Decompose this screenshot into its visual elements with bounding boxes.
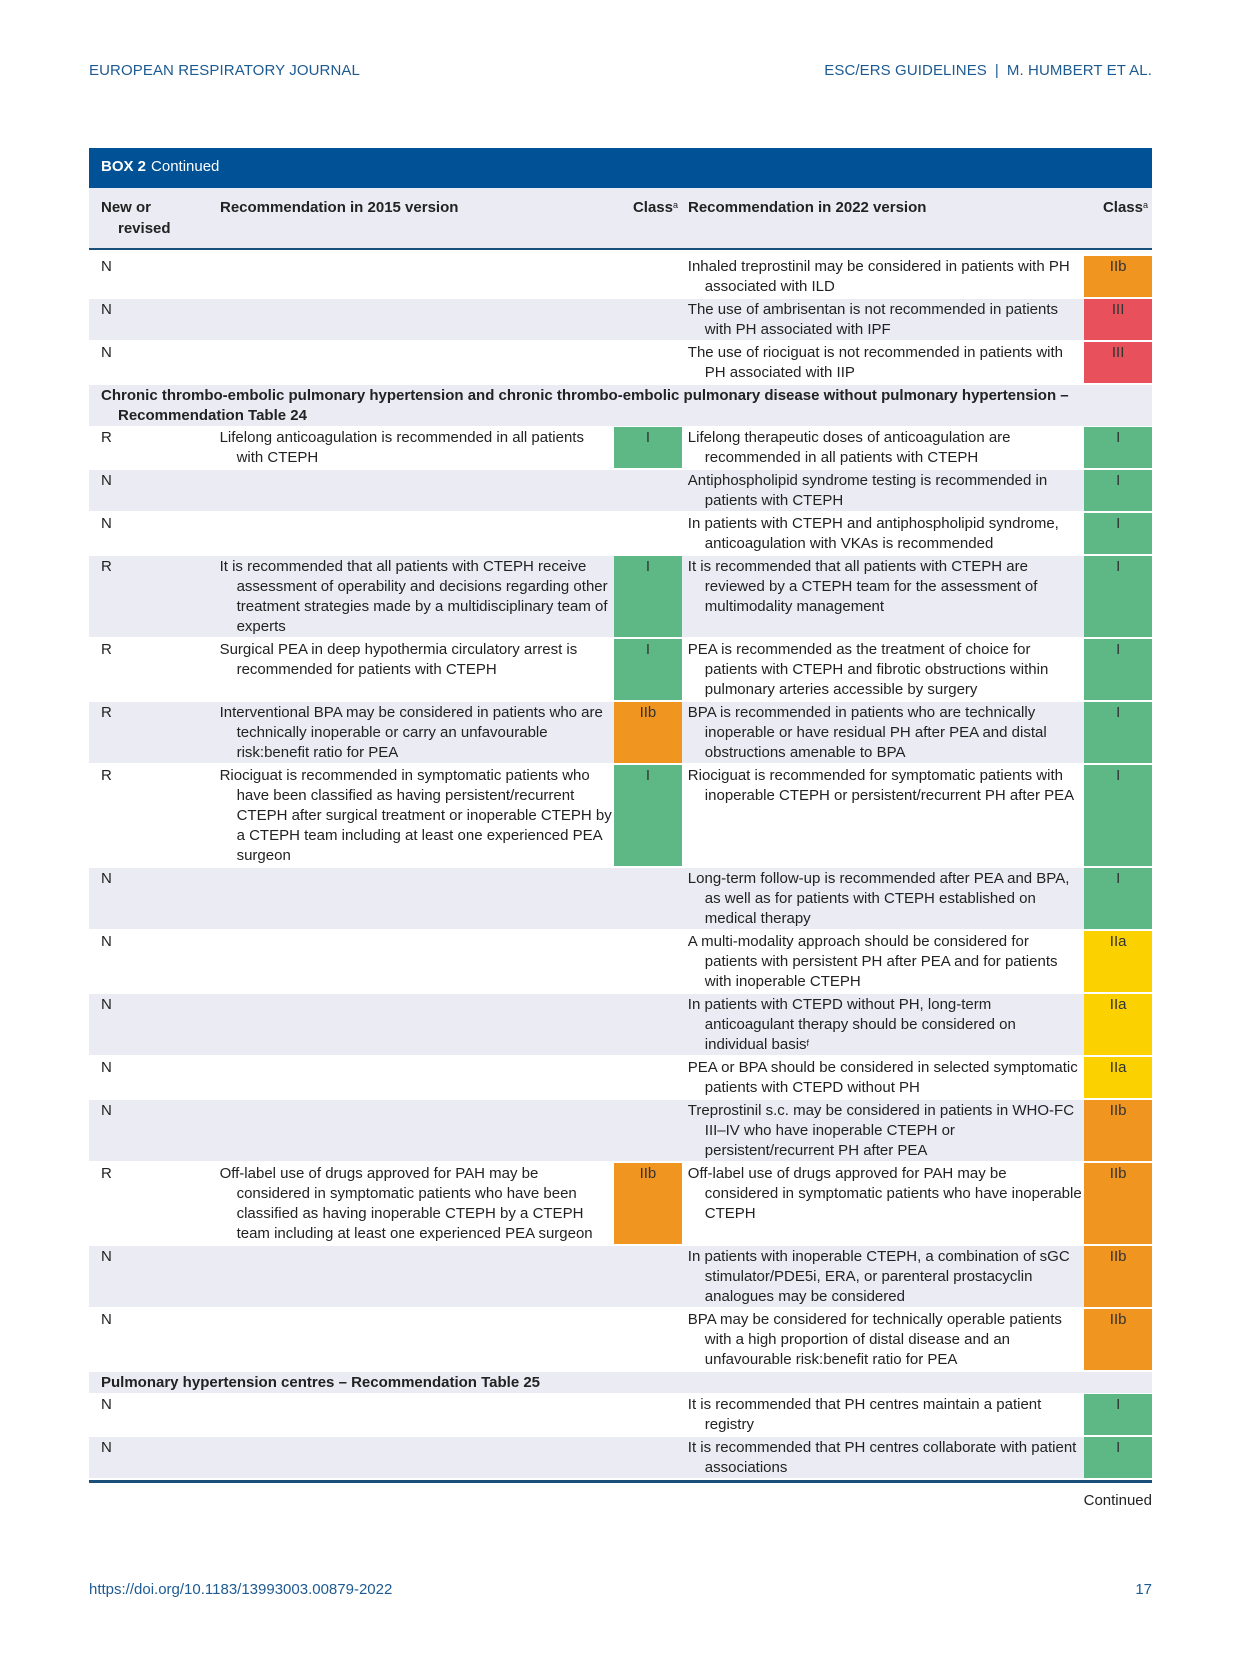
class-label: Class — [1102, 199, 1143, 216]
recommendation-2022-cell — [682, 1246, 1082, 1307]
recommendation-2022-cell — [682, 1163, 1082, 1244]
recommendation-2022-text: The use of riociguat is not recommended in patients with PH associated with IIP — [687, 344, 1063, 381]
table-row — [89, 994, 1152, 1055]
doi-link[interactable]: https://doi.org/10.1183/13993003.00879-2022 — [89, 1581, 393, 1598]
table-row — [89, 868, 1152, 929]
section-header-row — [89, 1372, 1152, 1393]
recommendation-2022-text: BPA may be considered for technically operable patients with a high proportion of distal disease and an unfavourable risk:benefit ratio for PEA — [687, 1311, 1062, 1368]
class-2022-cell: IIb — [1084, 1100, 1152, 1161]
journal-name: EUROPEAN RESPIRATORY JOURNAL — [89, 62, 360, 79]
class-2022-cell: IIa — [1084, 1057, 1152, 1098]
recommendation-2022-text: It is recommended that PH centres maintain a patient registry — [687, 1396, 1042, 1433]
recommendation-2015-cell — [208, 868, 612, 929]
table-row — [89, 931, 1152, 992]
box-title-bar — [89, 148, 1152, 188]
recommendation-2022-cell — [682, 994, 1082, 1055]
new-or-revised-cell: N — [101, 870, 112, 887]
recommendation-2022-text: Inhaled treprostinil may be considered in patients with PH associated with ILD — [687, 258, 1070, 295]
recommendation-2022-text: In patients with CTEPH and antiphospholipid syndrome, anticoagulation with VKAs is recommended — [687, 515, 1059, 552]
section-title: Pulmonary hypertension centres – Recommendation Table 25 — [101, 1374, 541, 1391]
recommendation-2022-cell — [682, 639, 1082, 700]
recommendation-2015-cell: Interventional BPA may be considered in patients who are technically inoperable or carry an unfavourable risk:benefit ratio for PEA — [219, 704, 603, 761]
new-or-revised-cell: R — [101, 1165, 112, 1182]
recommendation-2022-cell — [682, 931, 1082, 992]
col-header-nr-line1: New or — [101, 199, 152, 216]
class-2015-cell — [614, 868, 682, 929]
class-2015-cell — [614, 513, 682, 554]
class-2015-cell — [614, 931, 682, 992]
running-head-right — [824, 62, 1152, 79]
recommendation-2022-text: PEA is recommended as the treatment of choice for patients with CTEPH and fibrotic obstructions within pulmonary arteries accessible by surgery — [687, 641, 1049, 698]
class-2015-cell — [614, 1100, 682, 1161]
recommendation-2022-cell — [682, 1057, 1082, 1098]
recommendation-2015-cell — [208, 470, 612, 511]
recommendation-2015-cell — [208, 342, 612, 383]
class-2015-cell: I — [614, 427, 682, 468]
new-or-revised-cell: N — [101, 1396, 112, 1413]
col-header-2015: Recommendation in 2015 version — [220, 199, 459, 216]
class-2022-cell: IIa — [1084, 994, 1152, 1055]
table-row — [89, 765, 1152, 866]
recommendation-2022-cell — [682, 299, 1082, 340]
col-header-new-or-revised — [89, 197, 208, 248]
table-row — [89, 1394, 1152, 1435]
recommendation-2022-text: Antiphospholipid syndrome testing is recommended in patients with CTEPH — [687, 472, 1048, 509]
recommendation-2015-cell — [208, 994, 612, 1055]
recommendation-2015-cell — [208, 256, 612, 297]
new-or-revised-cell: R — [101, 641, 112, 658]
new-or-revised-cell: N — [101, 515, 112, 532]
recommendation-2022-text: Lifelong therapeutic doses of anticoagulation are recommended in all patients with CTEPH — [687, 429, 1011, 466]
recommendation-2015-cell: Surgical PEA in deep hypothermia circulatory arrest is recommended for patients with CTEPH — [219, 641, 578, 678]
col-header-class-2015 — [614, 197, 682, 248]
box-label: BOX 2 — [101, 158, 147, 175]
recommendation-2022-cell — [682, 1309, 1082, 1370]
recommendation-2022-text: Treprostinil s.c. may be considered in patients in WHO-FC III–IV who have inoperable CTEPH or persistent/recurrent PH after PEA — [687, 1102, 1075, 1159]
recommendation-2022-cell — [682, 868, 1082, 929]
new-or-revised-cell: N — [101, 301, 112, 318]
class-2022-cell: III — [1084, 299, 1152, 340]
recommendation-2022-cell — [682, 513, 1082, 554]
table-row — [89, 299, 1152, 340]
table-row — [89, 342, 1152, 383]
new-or-revised-cell: N — [101, 472, 112, 489]
table-row — [89, 1246, 1152, 1307]
class-2022-cell — [1084, 513, 1152, 554]
table-row — [89, 639, 1152, 700]
class-2015-cell — [614, 299, 682, 340]
class-2022-cell: I — [1084, 639, 1152, 700]
class-2015-cell: I — [614, 556, 682, 637]
recommendation-2015-cell — [208, 1246, 612, 1307]
class-2022-cell: I — [1084, 868, 1152, 929]
class-badge: I — [1084, 513, 1152, 554]
new-or-revised-cell: N — [101, 996, 112, 1013]
recommendation-2022-text: In patients with inoperable CTEPH, a combination of sGC stimulator/PDE5i, ERA, or parenteral prostacyclin analogues may be considered — [687, 1248, 1070, 1305]
table-row — [89, 556, 1152, 637]
class-2022-cell: IIb — [1084, 256, 1152, 297]
recommendation-2015-cell — [208, 299, 612, 340]
class-2015-cell: IIb — [614, 1163, 682, 1244]
recommendation-2022-text: Riociguat is recommended for symptomatic patients with inoperable CTEPH or persistent/recurrent PH after PEA — [687, 767, 1075, 804]
class-2015-cell — [614, 256, 682, 297]
table-row — [89, 470, 1152, 511]
new-or-revised-cell: N — [101, 933, 112, 950]
table-body — [89, 250, 1152, 1478]
recommendation-2015-cell — [208, 513, 612, 554]
new-or-revised-cell: R — [101, 558, 112, 575]
new-or-revised-cell: R — [101, 429, 112, 446]
recommendation-2015-cell — [208, 1394, 612, 1435]
recommendation-2022-cell — [682, 256, 1082, 297]
recommendation-2022-cell — [682, 702, 1082, 763]
new-or-revised-cell: N — [101, 1439, 112, 1456]
new-or-revised-cell: R — [101, 704, 112, 721]
recommendation-2015-cell: Lifelong anticoagulation is recommended in all patients with CTEPH — [219, 429, 584, 466]
recommendation-2022-cell — [682, 427, 1082, 468]
class-footnote: a — [1142, 200, 1148, 210]
class-2015-cell: IIb — [614, 702, 682, 763]
table-row — [89, 1100, 1152, 1161]
class-2015-cell — [614, 1394, 682, 1435]
recommendation-2022-cell — [682, 470, 1082, 511]
box-status: Continued — [151, 158, 220, 175]
recommendation-2015-cell — [208, 931, 612, 992]
class-2022-cell: I — [1084, 1437, 1152, 1478]
class-2022-cell: I — [1084, 470, 1152, 511]
class-2015-cell — [614, 1057, 682, 1098]
col-header-2022: Recommendation in 2022 version — [688, 199, 927, 216]
recommendation-2022-cell — [682, 556, 1082, 637]
recommendation-2015-cell: It is recommended that all patients with CTEPH receive assessment of operability and decisions regarding other treatment strategies made by a multidisciplinary team of experts — [219, 558, 608, 635]
table-row — [89, 256, 1152, 297]
page-number: 17 — [1135, 1581, 1152, 1598]
recommendation-2022-text: PEA or BPA should be considered in selected symptomatic patients with CTEPD without PH — [687, 1059, 1078, 1096]
class-2015-cell: I — [614, 639, 682, 700]
recommendation-2015-cell: Riociguat is recommended in symptomatic patients who have been classified as having persistent/recurrent CTEPH after surgical treatment or inoperable CTEPH by a CTEPH team including at least one experienced PEA surgeon — [219, 767, 612, 864]
table-row — [89, 1309, 1152, 1370]
guidelines-label: ESC/ERS GUIDELINES — [824, 62, 987, 79]
class-2022-cell: IIb — [1084, 1309, 1152, 1370]
recommendation-2022-text: Long-term follow-up is recommended after PEA and BPA, as well as for patients with CTEPH established on medical therapy — [687, 870, 1070, 927]
recommendation-2022-text: BPA is recommended in patients who are technically inoperable or have residual PH after PEA and distal obstructions amenable to BPA — [687, 704, 1047, 761]
column-header-row — [89, 188, 1152, 250]
recommendation-2022-cell — [682, 765, 1082, 866]
class-2022-cell: IIb — [1084, 1163, 1152, 1244]
recommendation-2022-text: It is recommended that all patients with CTEPH are reviewed by a CTEPH team for the assessment of multimodality management — [687, 558, 1038, 615]
recommendation-2015-cell — [208, 1437, 612, 1478]
table-row — [89, 427, 1152, 468]
recommendation-2022-text: In patients with CTEPD without PH, long-term anticoagulant therapy should be considered on individual basis — [687, 996, 1016, 1053]
table-row — [89, 1057, 1152, 1098]
class-label: Class — [632, 199, 673, 216]
new-or-revised-cell: N — [101, 1059, 112, 1076]
class-2015-cell — [614, 1309, 682, 1370]
recommendation-2015-cell — [208, 1057, 612, 1098]
recommendation-2022-cell — [682, 1100, 1082, 1161]
box-2-table — [89, 148, 1152, 1509]
class-2015-cell — [614, 1246, 682, 1307]
class-2015-cell — [614, 470, 682, 511]
class-2022-cell: IIa — [1084, 931, 1152, 992]
class-2015-cell — [614, 1437, 682, 1478]
recommendation-2022-text: The use of ambrisentan is not recommended in patients with PH associated with IPF — [687, 301, 1058, 338]
recommendation-2022-text: It is recommended that PH centres collaborate with patient associations — [687, 1439, 1077, 1476]
recommendation-2022-text: Off-label use of drugs approved for PAH may be considered in symptomatic patients who have inoperable CTEPH — [687, 1165, 1082, 1222]
class-2022-cell: IIb — [1084, 1246, 1152, 1307]
header-separator: | — [994, 62, 999, 79]
new-or-revised-cell: N — [101, 1248, 112, 1265]
new-or-revised-cell: N — [101, 1311, 112, 1328]
class-2022-cell: III — [1084, 342, 1152, 383]
col-header-nr-line2: revised — [118, 220, 171, 237]
recommendation-2015-cell — [208, 1309, 612, 1370]
new-or-revised-cell: N — [101, 1102, 112, 1119]
class-2022-cell: I — [1084, 702, 1152, 763]
class-2015-cell: I — [614, 765, 682, 866]
class-2022-cell: I — [1084, 556, 1152, 637]
new-or-revised-cell: N — [101, 258, 112, 275]
recommendation-2022-text: A multi-modality approach should be considered for patients with persistent PH after PEA and for patients with inoperable CTEPH — [687, 933, 1058, 990]
class-2015-cell — [614, 994, 682, 1055]
footnote-marker: f — [806, 1038, 810, 1048]
continued-note: Continued — [1083, 1491, 1152, 1509]
recommendation-2022-cell — [682, 342, 1082, 383]
class-2022-cell: I — [1084, 427, 1152, 468]
table-row — [89, 1437, 1152, 1478]
recommendation-2015-cell — [208, 1100, 612, 1161]
class-2015-cell — [614, 342, 682, 383]
recommendation-2015-cell: Off-label use of drugs approved for PAH may be considered in symptomatic patients who have been classified as having inoperable CTEPH by a CTEPH team including at least one experienced PEA surgeon — [219, 1165, 593, 1242]
recommendation-2022-cell — [682, 1437, 1082, 1478]
class-footnote: a — [672, 200, 678, 210]
class-2022-cell: I — [1084, 1394, 1152, 1435]
table-row — [89, 1163, 1152, 1244]
new-or-revised-cell: R — [101, 767, 112, 784]
recommendation-2022-cell — [682, 1394, 1082, 1435]
col-header-class-2022 — [1084, 197, 1152, 248]
table-row — [89, 513, 1152, 554]
class-2022-cell: I — [1084, 765, 1152, 866]
table-row — [89, 702, 1152, 763]
new-or-revised-cell: N — [101, 344, 112, 361]
authors-label: M. HUMBERT ET AL. — [1006, 62, 1152, 79]
section-title: Chronic thrombo-embolic pulmonary hypertension and chronic thrombo-embolic pulmonary disease without pulmonary hypertension – Recommendation Table 24 — [101, 387, 1069, 424]
section-header-row — [89, 385, 1152, 426]
